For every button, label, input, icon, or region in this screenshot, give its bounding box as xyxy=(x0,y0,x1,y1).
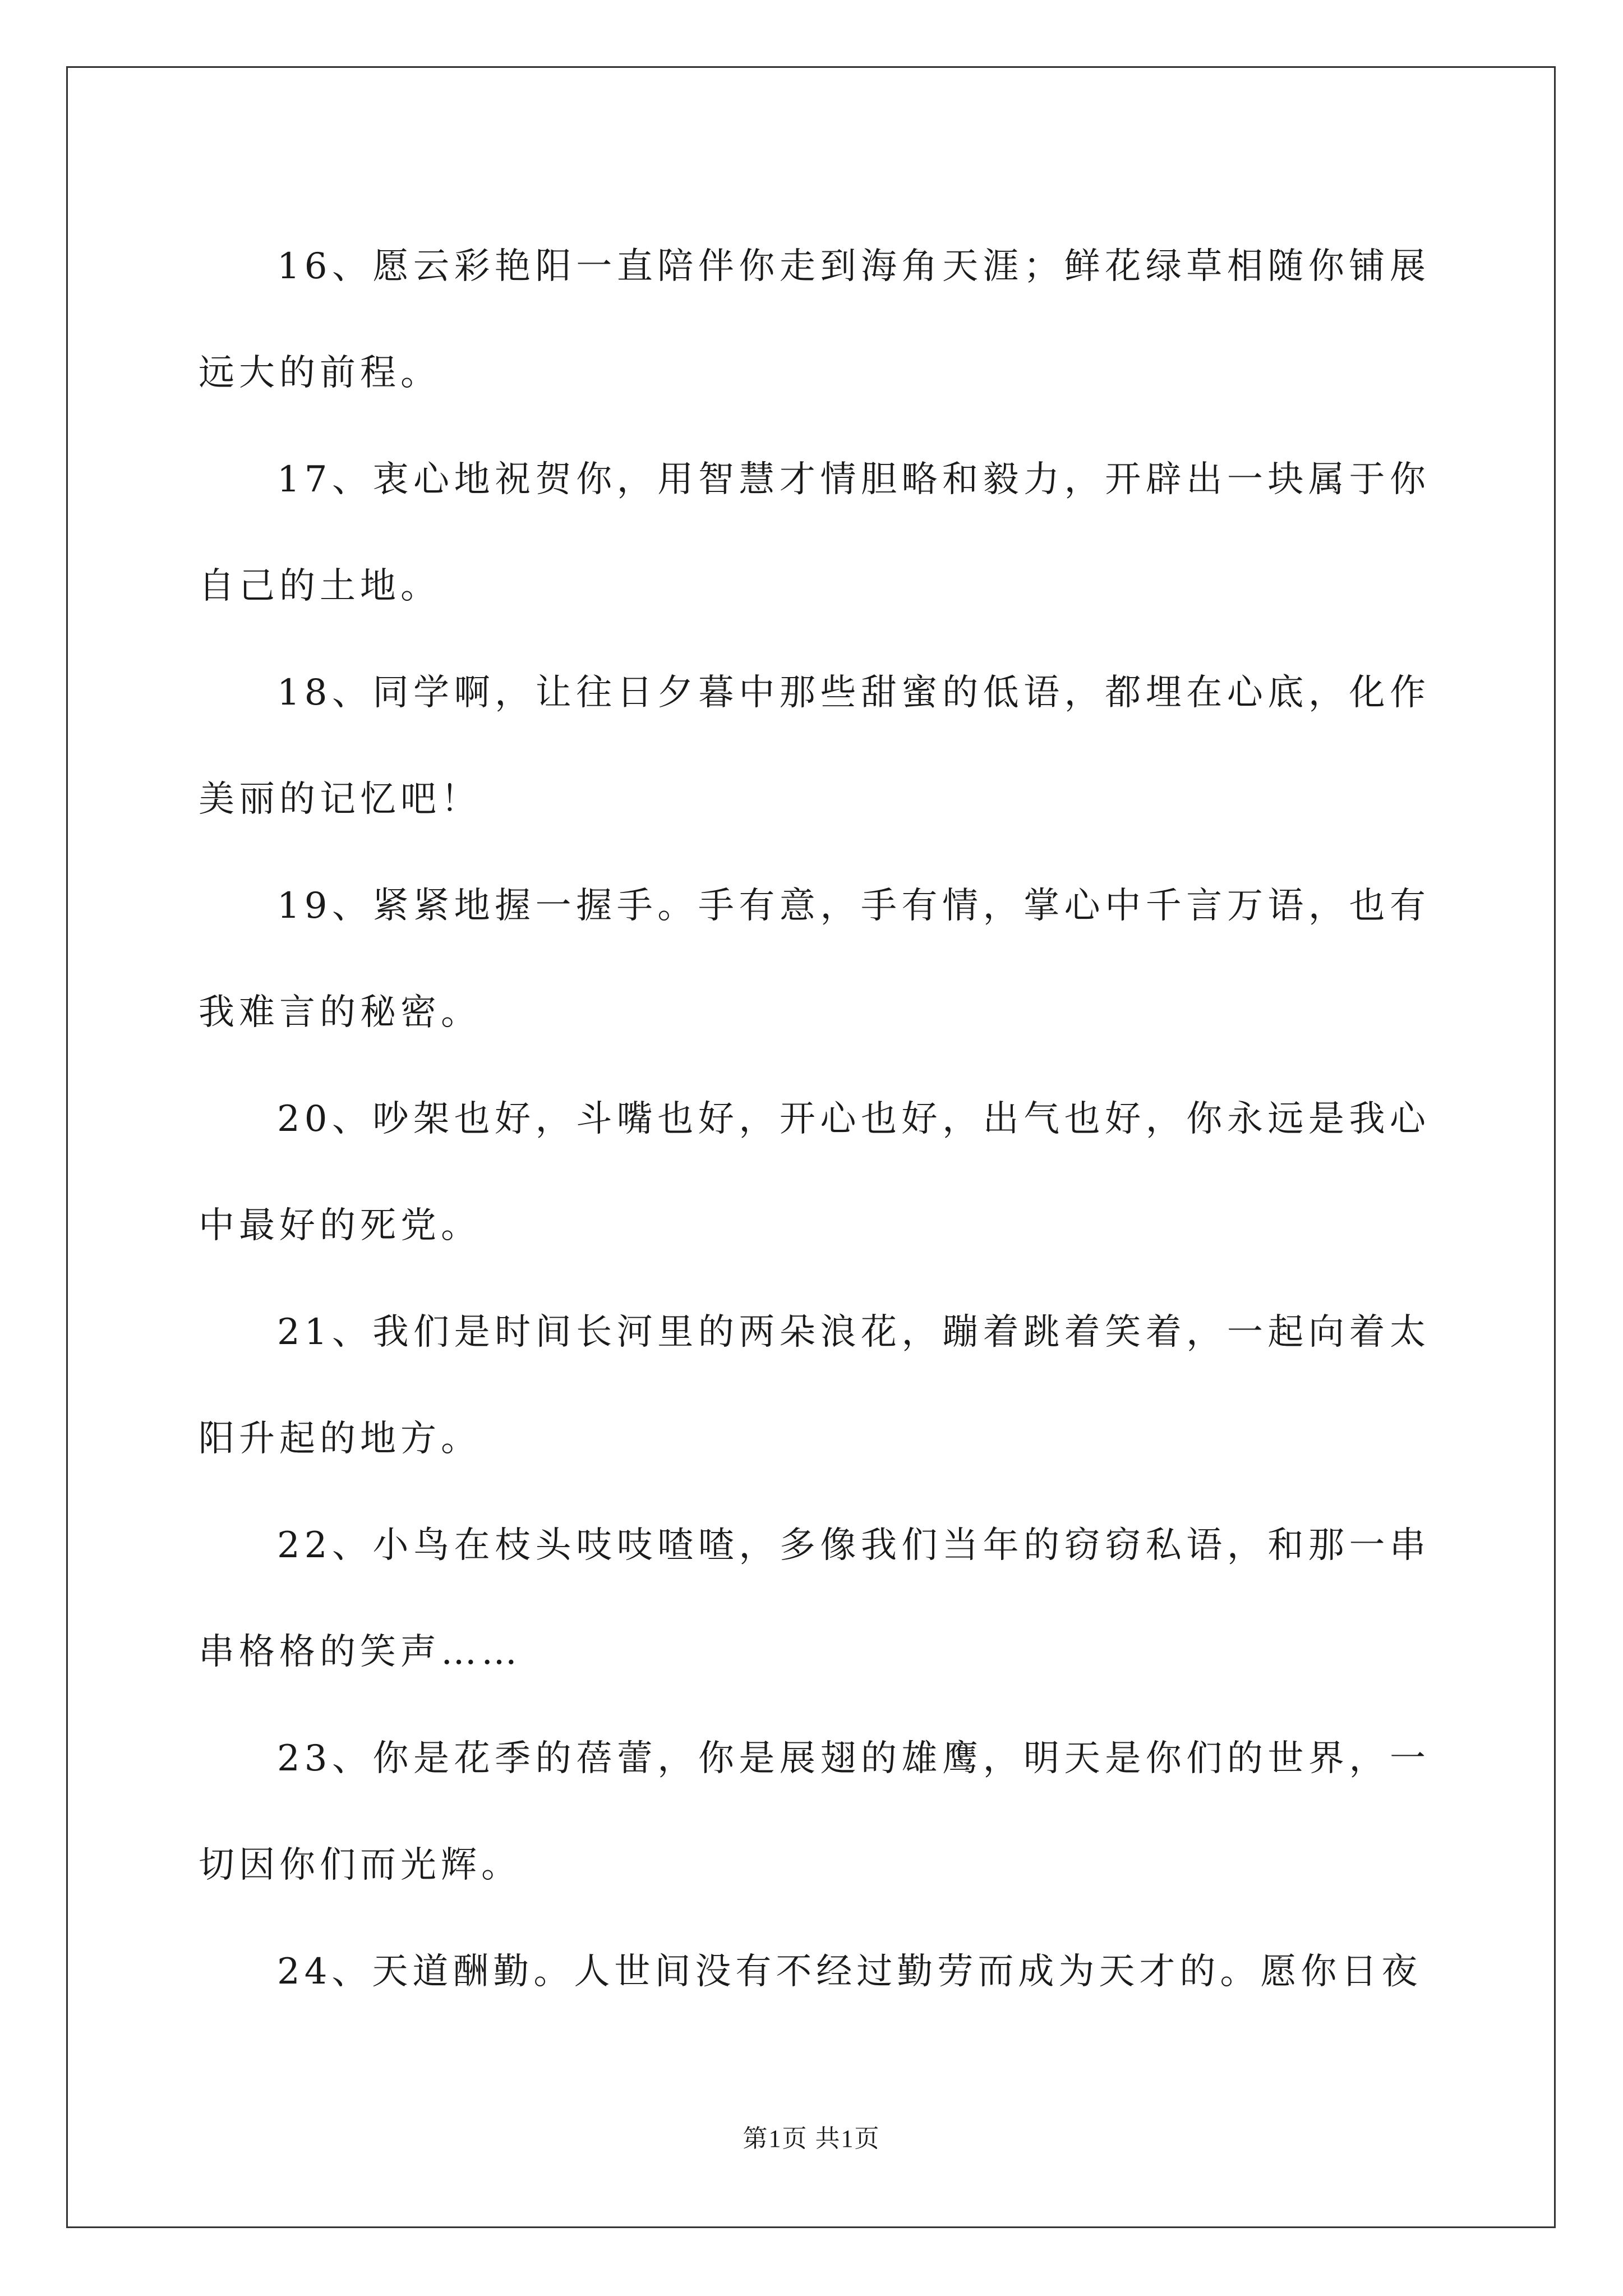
paragraph-17: 17、衷心地祝贺你，用智慧才情胆略和毅力，开辟出一块属于你自己的土地。 xyxy=(199,459,1430,607)
document-body xyxy=(199,213,1430,2025)
paragraph-19: 19、紧紧地握一握手。手有意，手有情，掌心中千言万语，也有我难言的秘密。 xyxy=(199,885,1430,1033)
paragraph-21: 21、我们是时间长河里的两朵浪花，蹦着跳着笑着，一起向着太阳升起的地方。 xyxy=(199,1312,1430,1460)
paragraph-18: 18、同学啊，让往日夕暮中那些甜蜜的低语，都埋在心底，化作美丽的记忆吧！ xyxy=(199,672,1430,820)
paragraph-22: 22、小鸟在枝头吱吱喳喳，多像我们当年的窃窃私语，和那一串串格格的笑声…… xyxy=(199,1525,1430,1673)
paragraph-23: 23、你是花季的蓓蕾，你是展翅的雄鹰，明天是你们的世界，一切因你们而光辉。 xyxy=(199,1738,1430,1886)
paragraph-24: 24、天道酬勤。人世间没有不经过勤劳而成为天才的。愿你日夜 xyxy=(277,1951,1422,1993)
page-footer: 第1页 共1页 xyxy=(743,2125,880,2152)
paragraph-20: 20、吵架也好，斗嘴也好，开心也好，出气也好，你永远是我心中最好的死党。 xyxy=(199,1098,1430,1246)
paragraph-16: 16、愿云彩艳阳一直陪伴你走到海角天涯；鲜花绿草相随你铺展远大的前程。 xyxy=(199,246,1430,394)
